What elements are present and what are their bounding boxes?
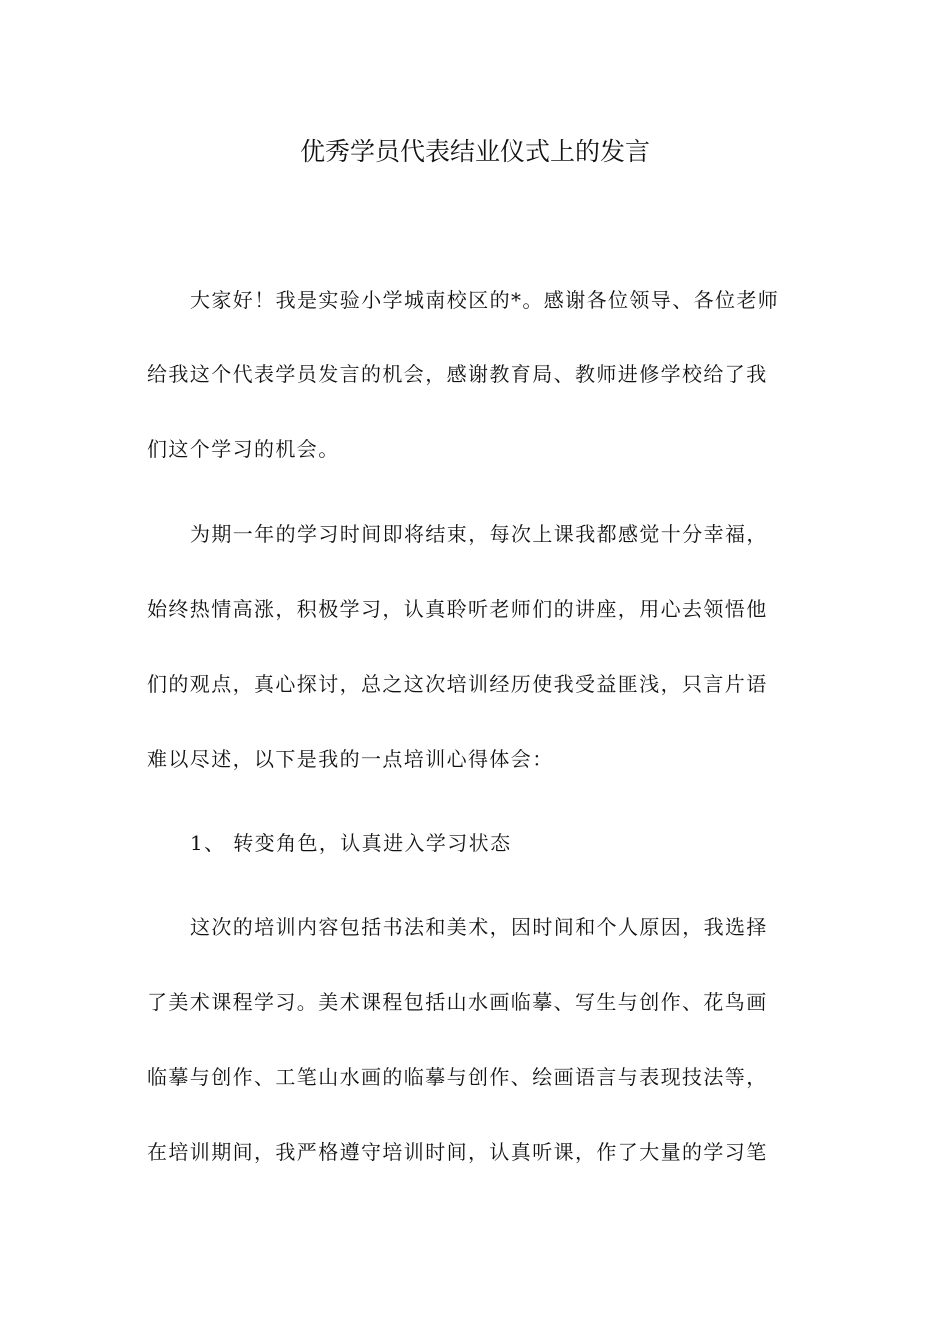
paragraph-line: 这次的培训内容包括书法和美术，因时间和个人原因，我选择	[190, 915, 768, 939]
paragraph-line: 在培训期间，我严格遵守培训时间，认真听课，作了大量的学习笔	[147, 1140, 768, 1164]
paragraph-line: 给我这个代表学员发言的机会，感谢教育局、教师进修学校给了我	[147, 362, 768, 386]
paragraph-line: 临摹与创作、工笔山水画的临摹与创作、绘画语言与表现技法等，	[147, 1065, 768, 1089]
paragraph-line: 难以尽述，以下是我的一点培训心得体会：	[147, 747, 554, 771]
paragraph-line: 为期一年的学习时间即将结束，每次上课我都感觉十分幸福，	[190, 522, 768, 546]
paragraph-line: 们这个学习的机会。	[147, 437, 340, 461]
paragraph-line: 们的观点，真心探讨，总之这次培训经历使我受益匪浅，只言片语	[147, 672, 768, 696]
paragraph-line: 始终热情高涨，积极学习，认真聆听老师们的讲座，用心去领悟他	[147, 597, 768, 621]
document-title: 优秀学员代表结业仪式上的发言	[299, 137, 650, 166]
paragraph-line: 大家好！我是实验小学城南校区的*。感谢各位领导、各位老师	[190, 288, 780, 312]
section-heading: 1、 转变角色，认真进入学习状态	[190, 831, 512, 855]
paragraph-line: 了美术课程学习。美术课程包括山水画临摹、写生与创作、花鸟画	[147, 990, 768, 1014]
